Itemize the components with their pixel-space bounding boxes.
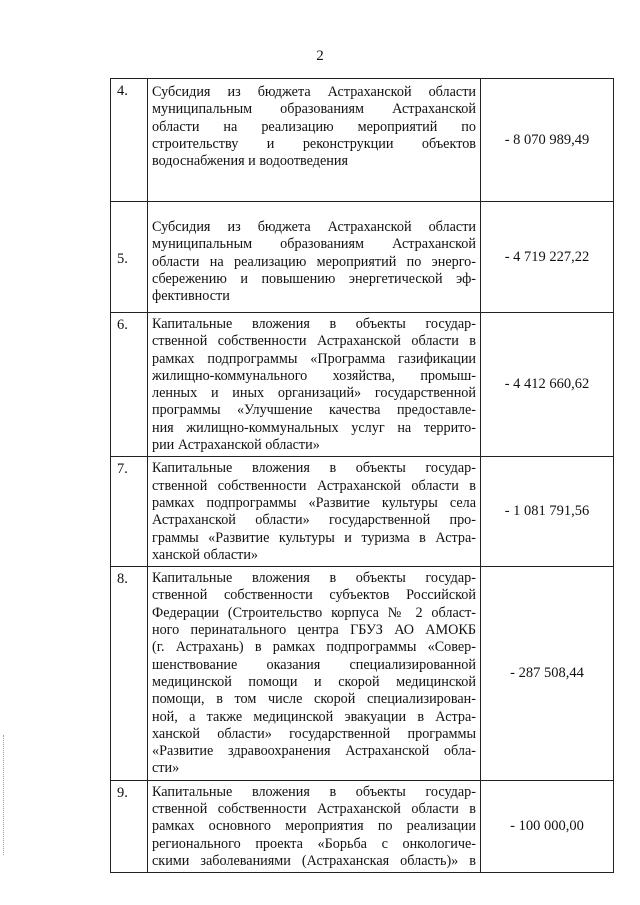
table-row	[111, 780, 614, 872]
row-description	[148, 79, 481, 202]
row-description	[148, 567, 481, 781]
row-amount: - 287 508,44	[481, 567, 614, 781]
description-line: программы «Улучшение качества предоставле-	[152, 402, 476, 419]
row-amount: - 4 412 660,62	[481, 313, 614, 457]
row-description	[148, 457, 481, 567]
row-number: 7.	[111, 457, 148, 567]
row-number: 4.	[111, 79, 148, 202]
row-description	[148, 313, 481, 457]
description-line: Капитальные вложения в объекты государ-	[152, 460, 476, 477]
description-line: помощи, в том числе скорой специализирован-	[152, 691, 476, 708]
row-amount: - 1 081 791,56	[481, 457, 614, 567]
description-line: фективности	[152, 288, 230, 305]
description-line: ного перинатального центра ГБУЗ АО АМОКБ	[152, 622, 476, 639]
description-line: «Развитие здравоохранения Астраханской обла-	[152, 743, 476, 760]
table-row	[111, 202, 614, 313]
description-line: граммы «Развитие культуры и туризма в Астра-	[152, 529, 476, 546]
description-line: ственной собственности Астраханской области в	[152, 333, 476, 350]
description-line: Федерации (Строительство корпуса № 2 област-	[152, 604, 476, 621]
description-line: рии Астраханской области»	[152, 437, 320, 454]
page-number: 2	[316, 48, 324, 64]
row-number: 8.	[111, 567, 148, 781]
row-description	[148, 780, 481, 872]
description-line: Капитальные вложения в объекты государ-	[152, 570, 476, 587]
table-row	[111, 313, 614, 457]
description-line: ханской области»	[152, 546, 259, 563]
description-line: Астраханской области» государственной про-	[152, 512, 476, 529]
description-line: ния жилищно-коммунальных услуг на террито-	[152, 419, 476, 436]
description-line: строительству и реконструкции объектов	[152, 135, 476, 152]
row-description	[148, 202, 481, 313]
description-line: рамках подпрограммы «Программа газификации	[152, 350, 476, 367]
description-line: рамках подпрограммы «Развитие культуры села	[152, 494, 476, 511]
description-line: ственной собственности Астраханской области в	[152, 477, 476, 494]
description-line: сбережению и повышению энергетической эф-	[152, 270, 476, 287]
margin-dotted-mark	[3, 735, 6, 855]
description-line: области на реализацию мероприятий по	[152, 118, 476, 135]
description-line: медицинской помощи и скорой медицинской	[152, 673, 476, 690]
row-amount: - 100 000,00	[481, 780, 614, 872]
description-line: области на реализацию мероприятий по энерго-	[152, 253, 476, 270]
table-body	[111, 79, 614, 873]
table-row	[111, 79, 614, 202]
description-line: Капитальные вложения в объекты государ-	[152, 316, 476, 332]
row-number: 6.	[111, 313, 148, 457]
table-row	[111, 567, 614, 781]
description-line: ханской области» государственной программы	[152, 725, 476, 742]
row-amount: - 8 070 989,49	[481, 79, 614, 202]
description-line: Субсидия из бюджета Астраханской области	[152, 219, 476, 235]
row-amount: - 4 719 227,22	[481, 202, 614, 313]
description-line: Капитальные вложения в объекты государ-	[152, 783, 476, 800]
description-line: ленных и иных организаций» государственной	[152, 385, 476, 402]
description-line: муниципальным образованиям Астраханской	[152, 101, 476, 118]
description-line: (г. Астрахань) в рамках подпрограммы «Совер-	[152, 639, 476, 656]
expenditure-table	[110, 78, 614, 873]
table-row	[111, 457, 614, 567]
row-number: 5.	[111, 202, 148, 313]
description-line: скими заболеваниями (Астраханская область)» в	[152, 852, 476, 869]
description-line: сти»	[152, 760, 180, 777]
description-line: муниципальным образованиям Астраханской	[152, 236, 476, 253]
description-line: ственной собственности Астраханской области в	[152, 801, 476, 818]
description-line: шенствование оказания специализированной	[152, 656, 476, 673]
description-line: Субсидия из бюджета Астраханской области	[152, 84, 476, 100]
description-line: регионального проекта «Борьба с онкологиче-	[152, 835, 476, 852]
description-line: жилищно-коммунального хозяйства, промыш-	[152, 367, 476, 384]
description-line: рамках основного мероприятия по реализации	[152, 818, 476, 835]
description-line: ственной собственности субъектов Российской	[152, 587, 476, 604]
row-number: 9.	[111, 780, 148, 872]
description-line: водоснабжения и водоотведения	[152, 153, 348, 170]
description-line: ной, а также медицинской эвакуации в Астра-	[152, 708, 476, 725]
